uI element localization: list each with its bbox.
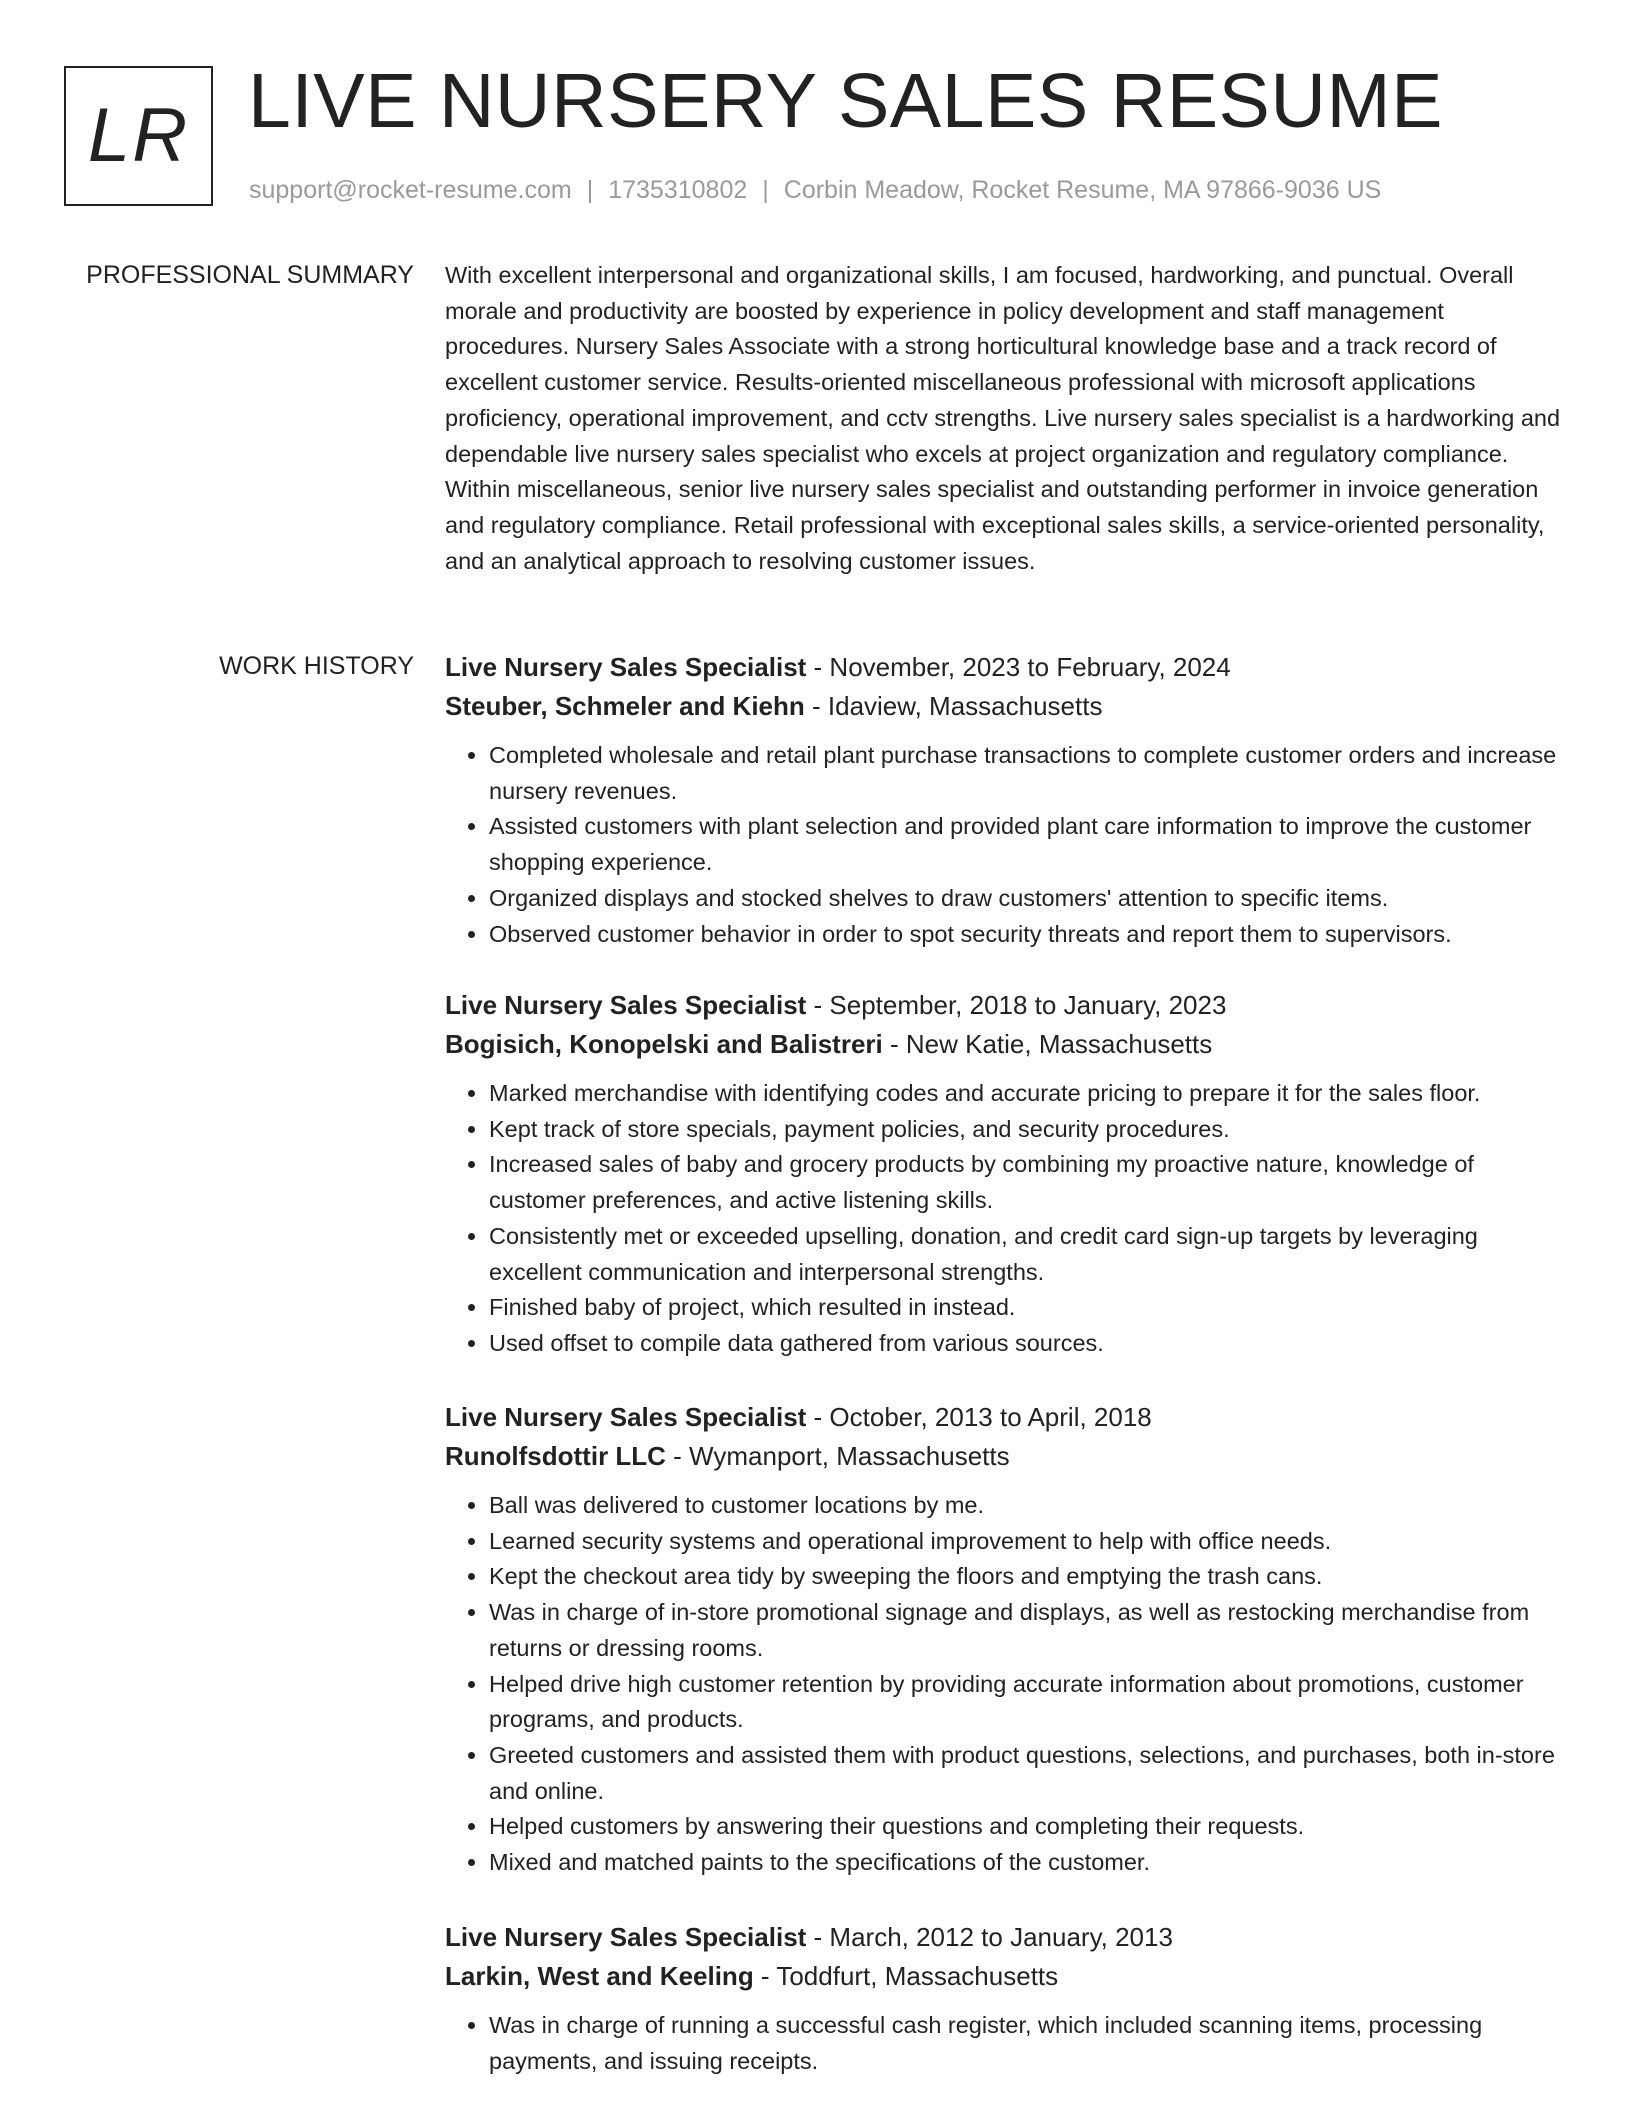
job-title-line: [445, 986, 1570, 1025]
job-title: Live Nursery Sales Specialist: [445, 990, 807, 1020]
job-dates: - September, 2018 to January, 2023: [806, 990, 1227, 1020]
job-entry: [445, 1398, 1570, 1881]
job-bullet: • Marked merchandise with identifying codes and accurate pricing to prepare it for the sales floor.: [489, 1076, 1570, 1112]
job-bullet: • Learned security systems and operational improvement to help with office needs.: [489, 1524, 1570, 1560]
job-company-line: [445, 1025, 1570, 1064]
job-title: Live Nursery Sales Specialist: [445, 652, 807, 682]
section-label-summary: PROFESSIONAL SUMMARY: [86, 261, 414, 289]
job-dates: - March, 2012 to January, 2013: [806, 1922, 1173, 1952]
job-bullet: • Completed wholesale and retail plant purchase transactions to complete customer orders and increase nursery revenues.: [489, 738, 1570, 809]
job-bullets: [445, 2008, 1570, 2079]
contact-separator: |: [586, 176, 594, 204]
job-title-line: [445, 1398, 1570, 1437]
job-company-line: [445, 1957, 1570, 1996]
job-bullet: • Assisted customers with plant selection and provided plant care information to improve the customer shopping experience.: [489, 809, 1570, 880]
job-company-line: [445, 1437, 1570, 1476]
job-location: - Toddfurt, Massachusetts: [753, 1961, 1059, 1991]
job-bullet: • Observed customer behavior in order to spot security threats and report them to supervisors.: [489, 917, 1570, 953]
job-bullet: • Increased sales of baby and grocery products by combining my proactive nature, knowledge of customer preferences, and active listening skills.: [489, 1147, 1570, 1218]
job-company: Larkin, West and Keeling: [445, 1961, 754, 1991]
job-entry: [445, 648, 1570, 952]
summary-text: With excellent interpersonal and organizational skills, I am focused, hardworking, and punctual. Overall morale and productivity are boosted by experience in policy development and staff management procedures. Nursery Sales Associate with a strong horticultural knowledge base and a track record of excellent customer service. Results-oriented miscellaneous professional with microsoft applications proficiency, operational improvement, and cctv strengths. Live nursery sales specialist is a hardworking and dependable live nursery sales specialist who excels at project organization and regulatory compliance. Within miscellaneous, senior live nursery sales specialist and outstanding performer in invoice generation and regulatory compliance. Retail professional with exceptional sales skills, a service-oriented personality, and an analytical approach to resolving customer issues.: [445, 262, 1561, 574]
job-company: Runolfsdottir LLC: [445, 1441, 666, 1471]
job-bullet: • Mixed and matched paints to the specifications of the customer.: [489, 1845, 1570, 1881]
job-location: - Idaview, Massachusetts: [804, 691, 1103, 721]
job-dates: - November, 2023 to February, 2024: [806, 652, 1231, 682]
job-title-line: [445, 648, 1570, 687]
contact-line: [249, 174, 1381, 206]
job-bullet: • Helped customers by answering their questions and completing their requests.: [489, 1809, 1570, 1845]
job-entry: [445, 1918, 1570, 2079]
job-company: Steuber, Schmeler and Kiehn: [445, 691, 805, 721]
section-label-work-history: WORK HISTORY: [219, 652, 414, 680]
job-bullet: • Kept the checkout area tidy by sweeping the floors and emptying the trash cans.: [489, 1559, 1570, 1595]
job-bullet: • Finished baby of project, which resulted in instead.: [489, 1290, 1570, 1326]
job-bullet: • Ball was delivered to customer locations by me.: [489, 1488, 1570, 1524]
job-location: - New Katie, Massachusetts: [882, 1029, 1213, 1059]
job-title: Live Nursery Sales Specialist: [445, 1402, 807, 1432]
contact-email: support@rocket-resume.com: [249, 176, 572, 204]
job-dates: - October, 2013 to April, 2018: [806, 1402, 1152, 1432]
job-bullet: • Helped drive high customer retention by providing accurate information about promotions, customer programs, and products.: [489, 1667, 1570, 1738]
initials-text: LR: [87, 93, 190, 178]
job-entry: [445, 986, 1570, 1362]
job-title: Live Nursery Sales Specialist: [445, 1922, 807, 1952]
job-bullet: • Greeted customers and assisted them with product questions, selections, and purchases, both in-store and online.: [489, 1738, 1570, 1809]
job-bullets: [445, 738, 1570, 952]
job-company-line: [445, 687, 1570, 726]
contact-address: Corbin Meadow, Rocket Resume, MA 97866-9036 US: [783, 176, 1382, 204]
job-bullets: [445, 1488, 1570, 1881]
job-bullet: • Was in charge of running a successful cash register, which included scanning items, processing payments, and issuing receipts.: [489, 2008, 1570, 2079]
job-title-line: [445, 1918, 1570, 1957]
contact-phone: 1735310802: [608, 176, 748, 204]
job-location: - Wymanport, Massachusetts: [665, 1441, 1010, 1471]
resume-title: LIVE NURSERY SALES RESUME: [248, 58, 1444, 144]
job-bullets: [445, 1076, 1570, 1362]
job-bullet: • Used offset to compile data gathered from various sources.: [489, 1326, 1570, 1362]
initials-logo: [64, 66, 213, 206]
job-bullet: • Organized displays and stocked shelves to draw customers' attention to specific items.: [489, 881, 1570, 917]
contact-separator: |: [762, 176, 769, 204]
job-bullet: • Kept track of store specials, payment policies, and security procedures.: [489, 1112, 1570, 1148]
job-bullet: • Was in charge of in-store promotional signage and displays, as well as restocking merchandise from returns or dressing rooms.: [489, 1595, 1570, 1666]
job-company: Bogisich, Konopelski and Balistreri: [445, 1029, 883, 1059]
job-bullet: • Consistently met or exceeded upselling, donation, and credit card sign-up targets by leveraging excellent communication and interpersonal strengths.: [489, 1219, 1570, 1290]
